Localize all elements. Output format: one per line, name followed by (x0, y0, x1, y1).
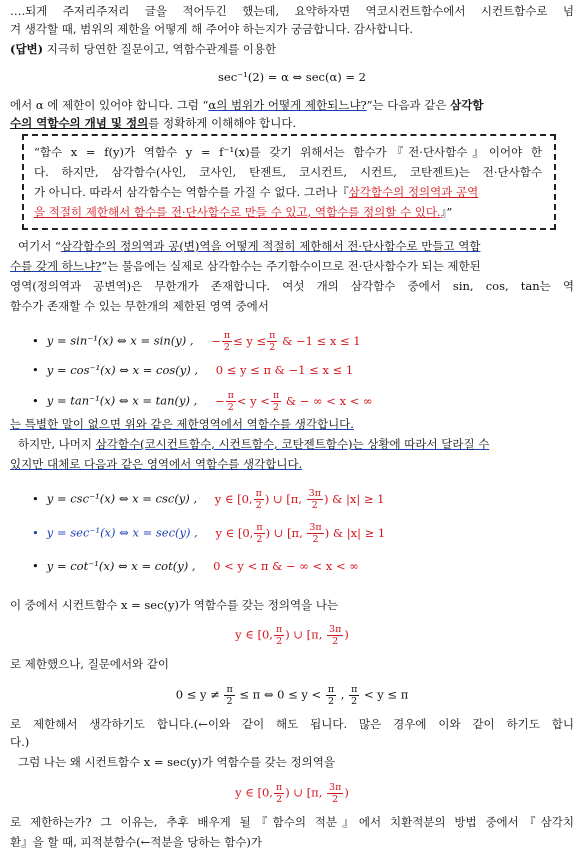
answer-line-3 (10, 97, 574, 114)
bullet-range: y ∈ [0, $\frac{\pi}{2}$ ) ∪ [π, $\frac{3\pi}{2}$ ) & |x| ≥ 1 (215, 522, 386, 545)
bullet-dot: • (32, 393, 39, 408)
bullet-range: y ∈ [0, $\frac{\pi}{2}$ ) ∪ [π, $\frac{3\pi}{2}$ ) & |x| ≥ 1 (214, 488, 385, 511)
para2-line-4: 함수가 존재할 수 있는 무한개의 제한된 영역 중에서 (10, 299, 269, 313)
para4-line-5: 그럼 나는 왜 시컨트함수 x = sec(y)가 역함수를 갖는 정의역을 (18, 755, 335, 769)
formula-text: 0 ≤ y ≠ (175, 687, 220, 702)
denominator: 2 (226, 696, 233, 707)
union-symbol: ∪ (273, 525, 284, 540)
bullet-arccot (32, 558, 359, 575)
underlined-text: 는 특별한 말이 없으면 위와 같은 제한영역에서 역함수를 생각합니다. (10, 417, 354, 431)
fraction (274, 624, 284, 647)
para2-line-1 (18, 238, 574, 255)
union-symbol: ∪ (293, 627, 304, 642)
box-line-2: 다. 하지만, 삼각함수(사인, 코사인, 탄젠트, 코시컨트, 시컨트, 코탄젠트)는 전·단사함수 (34, 165, 542, 179)
question-line-2: 겨 생각할 때, 범위의 제한을 어떻게 해 주어야 하는지가 궁금합니다. 감사합니다. (10, 22, 414, 36)
denominator: 2 (332, 794, 339, 805)
set-text: 0, (261, 785, 273, 800)
range-text: & |x| ≥ 1 (332, 491, 385, 506)
para4-line-6: 로 제한하는가? 그 이유는, 추후 배우게 될『함수의 적분』에서 치환적분의 방법 중에서『삼각치 (10, 815, 574, 829)
range-text: ≤ y ≤ (233, 333, 267, 348)
underlined-text: 삼각함수(코시컨트함수, 시컨트함수, 코탄젠트함수)는 상황에 따라서 달라질 수 (95, 437, 490, 451)
box-line-3 (34, 184, 542, 201)
range-text: − (214, 393, 225, 408)
numerator: 3π (309, 522, 322, 533)
bullet-arcsec (32, 522, 385, 545)
numerator: π (227, 390, 234, 401)
numerator: π (275, 782, 283, 793)
answer-line-4 (10, 115, 574, 132)
numerator: 3π (308, 488, 321, 499)
para4-line-3: 로 제한해서 생각하기도 합니다.(←이와 같이 해도 됩니다. 많은 경우에 이와 같이 하기도 합니 (10, 717, 574, 731)
fraction (254, 488, 264, 511)
range-text: < y < (236, 393, 270, 408)
bullet-left: y = sin⁻¹(x) ⇔ x = sin(y) , (46, 333, 194, 348)
para2-line-3: 영역(정의역과 공변역)은 무한개가 존재합니다. 여섯 개의 삼각함수 중에서 sin, cos, tan는 역 (10, 279, 574, 293)
range-text: & −1 ≤ x ≤ 1 (282, 333, 361, 348)
bold-text: 삼각함 (450, 98, 484, 112)
underlined-text: 수를 갖게 하느냐? (10, 259, 102, 273)
formula-text: ≤ π ⇔ 0 ≤ y < (239, 687, 322, 702)
para3-line-1 (10, 416, 574, 433)
denominator: 2 (311, 500, 318, 511)
bullet-arcsin (32, 330, 361, 353)
answer-intro-text: 지극히 당연한 질문이고, 역함수관계를 이용한 (43, 42, 277, 56)
denominator: 2 (327, 696, 334, 707)
answer-label: (답변) (10, 42, 44, 56)
fraction (222, 330, 232, 353)
fraction (274, 782, 284, 805)
bullet-range (211, 330, 361, 353)
bullet-dot: • (32, 491, 39, 506)
formula-sec: sec⁻¹(2) = α ⇔ sec(α) = 2 (218, 70, 366, 84)
denominator: 2 (256, 534, 263, 545)
denominator: 2 (312, 534, 319, 545)
bullet-arctan (32, 390, 373, 413)
denominator: 2 (273, 402, 280, 413)
range-text: y ∈ (214, 491, 238, 506)
formula-text: < y ≤ π (363, 687, 409, 702)
numerator: π (272, 390, 280, 401)
question-line-1: ….되게 주저리주저리 글을 적어두긴 했는데, 요약하자면 역코시컨트함수에서 시컨트함수로 넘 (10, 4, 574, 18)
set-text: π, (311, 785, 323, 800)
denominator: 2 (276, 794, 283, 805)
underlined-text: 삼각함수의 정의역과 공(변)역을 어떻게 적절히 제한해서 전·단사함수로 만들고 역함 (60, 239, 481, 253)
fraction (226, 390, 236, 413)
range-text: π, (291, 525, 303, 540)
alt-domain-formula (10, 684, 574, 707)
para4-line-1: 이 중에서 시컨트함수 x = sec(y)가 역함수를 갖는 정의역을 나는 (10, 598, 339, 612)
union-symbol: ∪ (293, 785, 304, 800)
set-text: y ∈ (235, 627, 258, 642)
text: 를 정확하게 이해해야 합니다. (148, 116, 297, 130)
numerator: 3π (329, 624, 342, 635)
bullet-arccsc (32, 488, 385, 511)
bullet-left: y = sec⁻¹(x) ⇔ x = sec(y) , (46, 525, 198, 540)
bullet-dot: • (32, 525, 39, 540)
para3-line-2 (18, 436, 574, 453)
text: ”는 다음과 같은 (366, 98, 451, 112)
denominator: 2 (255, 500, 262, 511)
set-text: π, (311, 627, 323, 642)
fraction (307, 522, 323, 545)
numerator: π (256, 522, 263, 533)
bullet-arccos (32, 362, 353, 379)
fraction (224, 684, 234, 707)
denominator: 2 (351, 696, 358, 707)
text: 가 아니다. 따라서 삼각함수는 역함수를 가질 수 없다. 그러나『 (34, 185, 349, 199)
range-text: 0, (242, 525, 254, 540)
box-line-1: “함수 x = f(y)가 역함수 y = f⁻¹(x)를 갖기 위해서는 함수가『전·단사함수』이어야 한 (34, 145, 542, 159)
para4-line-7: 환』을 할 때, 피적분함수(←적분을 당하는 함수)가 (10, 835, 263, 849)
para4-line-2: 로 제한했으나, 질문에서와 같이 (10, 657, 170, 671)
bullet-left: y = tan⁻¹(x) ⇔ x = tan(y) , (46, 393, 198, 408)
bullet-range: 0 < y < π & − ∞ < x < ∞ (213, 559, 359, 573)
denominator: 2 (276, 636, 283, 647)
fraction (327, 624, 343, 647)
bullet-range (214, 390, 373, 413)
range-text: − (211, 333, 221, 348)
bullet-dot: • (32, 333, 39, 348)
bullet-left: y = cos⁻¹(x) ⇔ x = cos(y) , (46, 363, 199, 377)
para3-line-3 (10, 456, 574, 473)
range-text: y ∈ (215, 525, 238, 540)
answer-intro (10, 41, 574, 58)
underlined-question: α의 범위가 어떻게 제한되느냐? (208, 98, 367, 112)
denominator: 2 (223, 342, 230, 353)
numerator: π (351, 684, 358, 695)
bullet-range: 0 ≤ y ≤ π & −1 ≤ x ≤ 1 (215, 363, 354, 377)
para2-line-2 (10, 258, 574, 275)
text: 』” (440, 205, 453, 219)
underlined-text: 있지만 대체로 다음과 같은 영역에서 역함수를 생각합니다. (10, 457, 303, 471)
fraction (267, 330, 277, 353)
text: ”는 물음에는 실제로 삼각함수는 주기함수이므로 전·단사함수가 되는 제한된 (101, 259, 481, 273)
sec-domain-set-1: y ∈ [0, $\frac{\pi}{2}$ ) ∪ [π, $\frac{3\pi}{2}$ ) (235, 624, 349, 647)
sec-domain-set-2: y ∈ [0, $\frac{\pi}{2}$ ) ∪ [π, $\frac{3\pi}{2}$ ) (235, 782, 349, 805)
numerator: π (255, 488, 262, 499)
set-text: 0, (261, 627, 273, 642)
range-text: & |x| ≥ 1 (332, 525, 386, 540)
numerator: 3π (329, 782, 342, 793)
fraction (327, 782, 343, 805)
bullet-left: y = cot⁻¹(x) ⇔ x = cot(y) , (46, 559, 196, 573)
fraction (326, 684, 336, 707)
range-text: 0, (241, 491, 253, 506)
bullet-left: y = csc⁻¹(x) ⇔ x = csc(y) , (46, 491, 198, 506)
red-underlined-text: 을 적절히 제한해서 함수를 전·단사함수로 만들 수 있고, 역함수를 정의할 수 있다. (34, 205, 441, 219)
numerator: π (327, 684, 335, 695)
denominator: 2 (269, 342, 276, 353)
bold-text: 수의 역함수의 개념 및 정의 (10, 116, 149, 130)
numerator: π (275, 624, 283, 635)
text: 하지만, 나머지 (18, 437, 96, 451)
fraction (271, 390, 281, 413)
text: 에서 α 에 제한이 있어야 합니다. 그럼 “ (10, 98, 209, 112)
text: 여기서 “ (18, 239, 61, 253)
fraction (254, 522, 264, 545)
range-text: & − ∞ < x < ∞ (285, 393, 373, 408)
bullet-dot: • (32, 363, 39, 377)
red-underlined-text: 삼각함수의 정의역과 공역 (348, 185, 479, 199)
bullet-dot: • (32, 559, 39, 573)
box-line-4 (34, 204, 542, 221)
formula-text: , (340, 687, 345, 702)
range-text: π, (290, 491, 302, 506)
denominator: 2 (332, 636, 339, 647)
fraction (349, 684, 359, 707)
denominator: 2 (227, 402, 234, 413)
para4-line-4: 다.) (10, 735, 30, 749)
set-text: y ∈ (235, 785, 258, 800)
numerator: π (269, 330, 276, 341)
union-symbol: ∪ (272, 491, 283, 506)
numerator: π (226, 684, 233, 695)
fraction (307, 488, 323, 511)
numerator: π (223, 330, 231, 341)
